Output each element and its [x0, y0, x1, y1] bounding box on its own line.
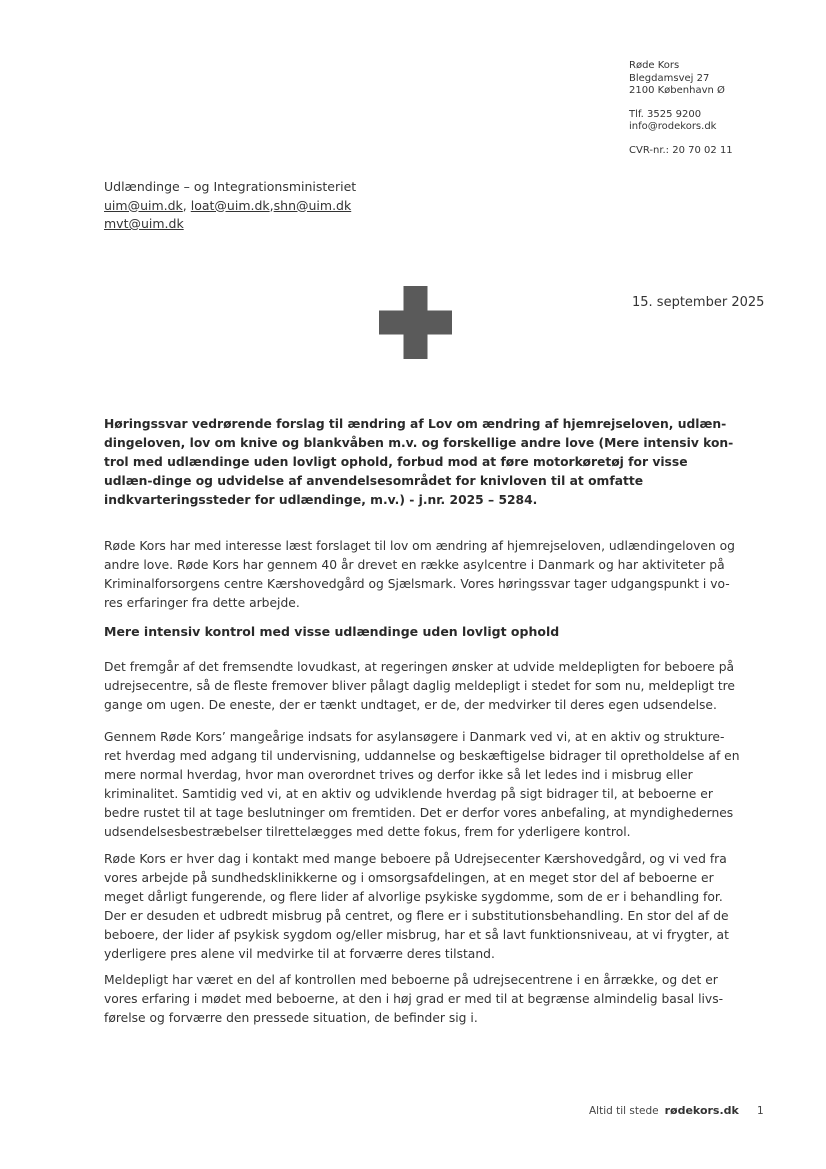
- intro-paragraph: Røde Kors har med interesse læst forslaget til lov om ændring af hjemrejseloven, udlændingeloven og andre love. Røde Kors har gennem 40 år drevet en række asylcentre i Danmark og har aktiviteter på Kriminalforsorgens centre Kærshovedgård og Sjælsmark. Vores høringssvar tager udgangspunkt i vo-res erfaringer fra dette arbejde.: [104, 539, 735, 611]
- recipient-email-link[interactable]: uim@uim.dk: [104, 197, 183, 213]
- body-paragraph: Det fremgår af det fremsendte lovudkast, at regeringen ønsker at udvide meldepligten for beboere på udrejsecentre, så de fleste fremover bliver pålagt daglig meldepligt i stedet for som nu, meldepligt tre gange om ugen. De eneste, der er tænkt undtaget, er de, der medvirker til deres egen udsendelse.: [104, 660, 735, 713]
- recipient-emails-line: uim@uim.dk, loat@uim.dk,shn@uim.dk: [104, 197, 352, 213]
- sender-cvr: CVR-nr.: 20 70 02 11: [629, 144, 733, 156]
- recipient-block: [104, 178, 356, 234]
- recipient-email-link[interactable]: shn@uim.dk: [273, 197, 352, 213]
- body-paragraph: Meldepligt har været en del af kontrollen med beboerne på udrejsecentrene i en årrække, og det er vores erfaring i mødet med beboerne, at den i høj grad er med til at begrænse almindelig basal livs-førelse og forværre den pressede situation, de befinder sig i.: [104, 973, 724, 1026]
- section-heading: Mere intensiv kontrol med visse udlændinge uden lovligt ophold: [104, 624, 560, 639]
- footer-tagline: [589, 1104, 739, 1117]
- sender-phone: Tlf. 3525 9200: [629, 108, 702, 120]
- sender-address-block: [629, 60, 733, 158]
- page-number: 1: [757, 1105, 764, 1117]
- body-paragraph: Gennem Røde Kors’ mangeårige indsats for asylansøgere i Danmark ved vi, at en aktiv og strukture-ret hverdag med adgang til undervisning, uddannelse og beskæftigelse bidrager til opretholdelse af en mere normal hverdag, hvor man overordnet trives og derfor ikke så let ledes ind i misbrug eller kriminalitet. Samtidig ved vi, at en aktiv og udviklende hverdag på sigt bidrager til, at beboerne er bedre rustet til at tage beslutninger om fremtiden. Det er derfor vores anbefaling, at myndighedernes udsendelsesbestræbelser tilrettelægges med dette fokus, frem for yderligere kontrol.: [104, 730, 740, 840]
- sender-city: 2100 København Ø: [629, 85, 725, 97]
- footer-site-link[interactable]: rødekors.dk: [664, 1104, 739, 1117]
- body-paragraph: Røde Kors er hver dag i kontakt med mange beboere på Udrejsecenter Kærshovedgård, og vi ved fra vores arbejde på sundhedsklinikkerne og i omsorgsafdelingen, at en meget stor del af beboerne er meget dårligt fungerende, og flere lider af alvorlige psykiske sygdomme, som de er i behandling for. Der er desuden et udbredt misbrug på centret, og flere er i substitutionsbehandling. En stor del af de beboere, der lider af psykisk sygdom og/eller misbrug, har et så lavt funktionsniveau, at vi frygter, at yderligere pres alene vil medvirke til at forværre deres tilstand.: [104, 852, 729, 962]
- footer-tagline-text: Altid til stede: [589, 1105, 659, 1117]
- sender-name: Røde Kors: [629, 60, 680, 71]
- recipient-email-link[interactable]: mvt@uim.dk: [104, 216, 184, 231]
- letter-date: 15. september 2025: [632, 295, 765, 310]
- recipient-email-link[interactable]: loat@uim.dk: [190, 197, 270, 213]
- sender-email: info@rodekors.dk: [629, 121, 717, 133]
- sender-street: Blegdamsvej 27: [629, 72, 710, 84]
- red-cross-icon: [379, 286, 452, 359]
- subject-heading: Høringssvar vedrørende forslag til ændring af Lov om ændring af hjemrejseloven, udlæn-dingeloven, lov om knive og blankvåben m.v. og forskellige andre love (Mere intensiv kon-trol med udlændinge uden lovligt ophold, forbud mod at føre motorkøretøj for visse udlæn-dinge og udvidelse af anvendelsesområdet for knivloven til at omfatte indkvarteringssteder for udlændinge, m.v.) - j.nr. 2025 – 5284.: [104, 417, 734, 507]
- recipient-name: Udlændinge – og Integrationsministeriet: [104, 179, 357, 194]
